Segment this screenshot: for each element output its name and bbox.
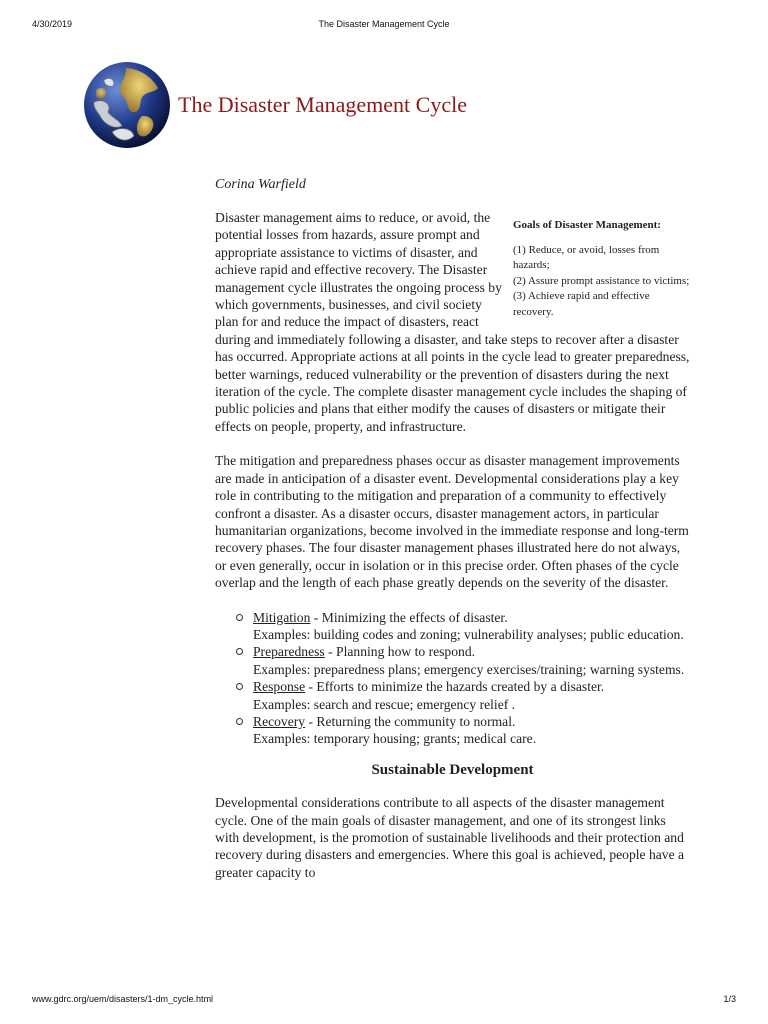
list-item <box>253 678 690 713</box>
section-paragraph: Developmental considerations contribute to all aspects of the disaster management cycle. One of the main goals of disaster management, and one of its strongest links with development, is the promotion of sustainable livelihoods and their protection and recovery during disasters and emergencies. Where this goal is achieved, people have a greater capacity to <box>215 795 685 880</box>
phase-term-link[interactable]: Mitigation <box>253 609 311 625</box>
print-doc-title: The Disaster Management Cycle <box>318 19 450 29</box>
circle-bullet-icon <box>236 718 243 725</box>
circle-bullet-icon <box>236 648 243 655</box>
phase-examples: Examples: search and rescue; emergency relief . <box>253 696 516 712</box>
print-date: 4/30/2019 <box>32 19 73 29</box>
section-heading: Sustainable Development <box>371 761 534 778</box>
phase-examples: Examples: preparedness plans; emergency exercises/training; warning systems. <box>253 661 685 677</box>
page-title: The Disaster Management Cycle <box>178 92 467 117</box>
phase-term-link[interactable]: Preparedness <box>253 644 325 660</box>
article-body <box>215 209 690 898</box>
phase-examples: Examples: temporary housing; grants; medical care. <box>253 731 537 747</box>
author-name: Corina Warfield <box>215 177 306 192</box>
phase-description: - Planning how to respond. <box>324 644 476 660</box>
phase-description: - Efforts to minimize the hazards created by a disaster. <box>305 679 605 695</box>
phase-term-link[interactable]: Recovery <box>253 713 306 729</box>
goal-item: (1) Reduce, or avoid, losses from hazards; <box>513 243 660 272</box>
circle-bullet-icon <box>236 614 243 621</box>
phase-examples: Examples: building codes and zoning; vulnerability analyses; public education. <box>253 626 684 642</box>
goals-title: Goals of Disaster Management: <box>513 219 661 231</box>
phase-description: - Minimizing the effects of disaster. <box>310 609 508 625</box>
globe-icon <box>82 60 172 150</box>
circle-bullet-icon <box>236 683 243 690</box>
print-url: www.gdrc.org/uem/disasters/1-dm_cycle.html <box>32 994 214 1004</box>
phase-description: - Returning the community to normal. <box>305 713 516 729</box>
intro-paragraph: Disaster management aims to reduce, or avoid, the potential losses from hazards, assure prompt and appropriate assistance to victims of disaster, and achieve rapid and effective recovery. The Disaster management cycle illustrates the ongoing process by which governments, businesses, and civil society plan for and reduce the impact of disasters, react during and immediately following a disaster, and take steps to recover after a disaster has occurred. Appropriate actions at all points in the cycle lead to greater preparedness, better warnings, reduced vulnerability or the prevention of disasters during the next iteration of the cycle. The complete disaster management cycle includes the shaping of public policies and plans that either modify the causes of disasters or mitigate their effects on people, property, and infrastructure. <box>215 210 690 434</box>
phases-paragraph: The mitigation and preparedness phases occur as disaster management improvements are made in anticipation of a disaster event. Developmental considerations play a key role in contributing to the mitigation and preparation of a community to effectively confront a disaster. As a disaster occurs, disaster management actors, in particular humanitarian organizations, become involved in the immediate response and long-term recovery phases. The four disaster management phases illustrated here do not always, or even generally, occur in isolation or in this precise order. Often phases of the cycle overlap and the length of each phase greatly depends on the severity of the disaster. <box>215 453 689 591</box>
list-item <box>253 713 690 748</box>
goal-item: (2) Assure prompt assistance to victims; <box>513 274 690 287</box>
goal-item: (3) Achieve rapid and effective recovery. <box>513 290 650 318</box>
list-item <box>253 643 690 678</box>
phase-term-link[interactable]: Response <box>253 679 306 695</box>
page-number: 1/3 <box>723 994 736 1004</box>
phase-list <box>215 609 690 748</box>
goals-sidebar <box>513 209 690 321</box>
list-item <box>253 609 690 644</box>
